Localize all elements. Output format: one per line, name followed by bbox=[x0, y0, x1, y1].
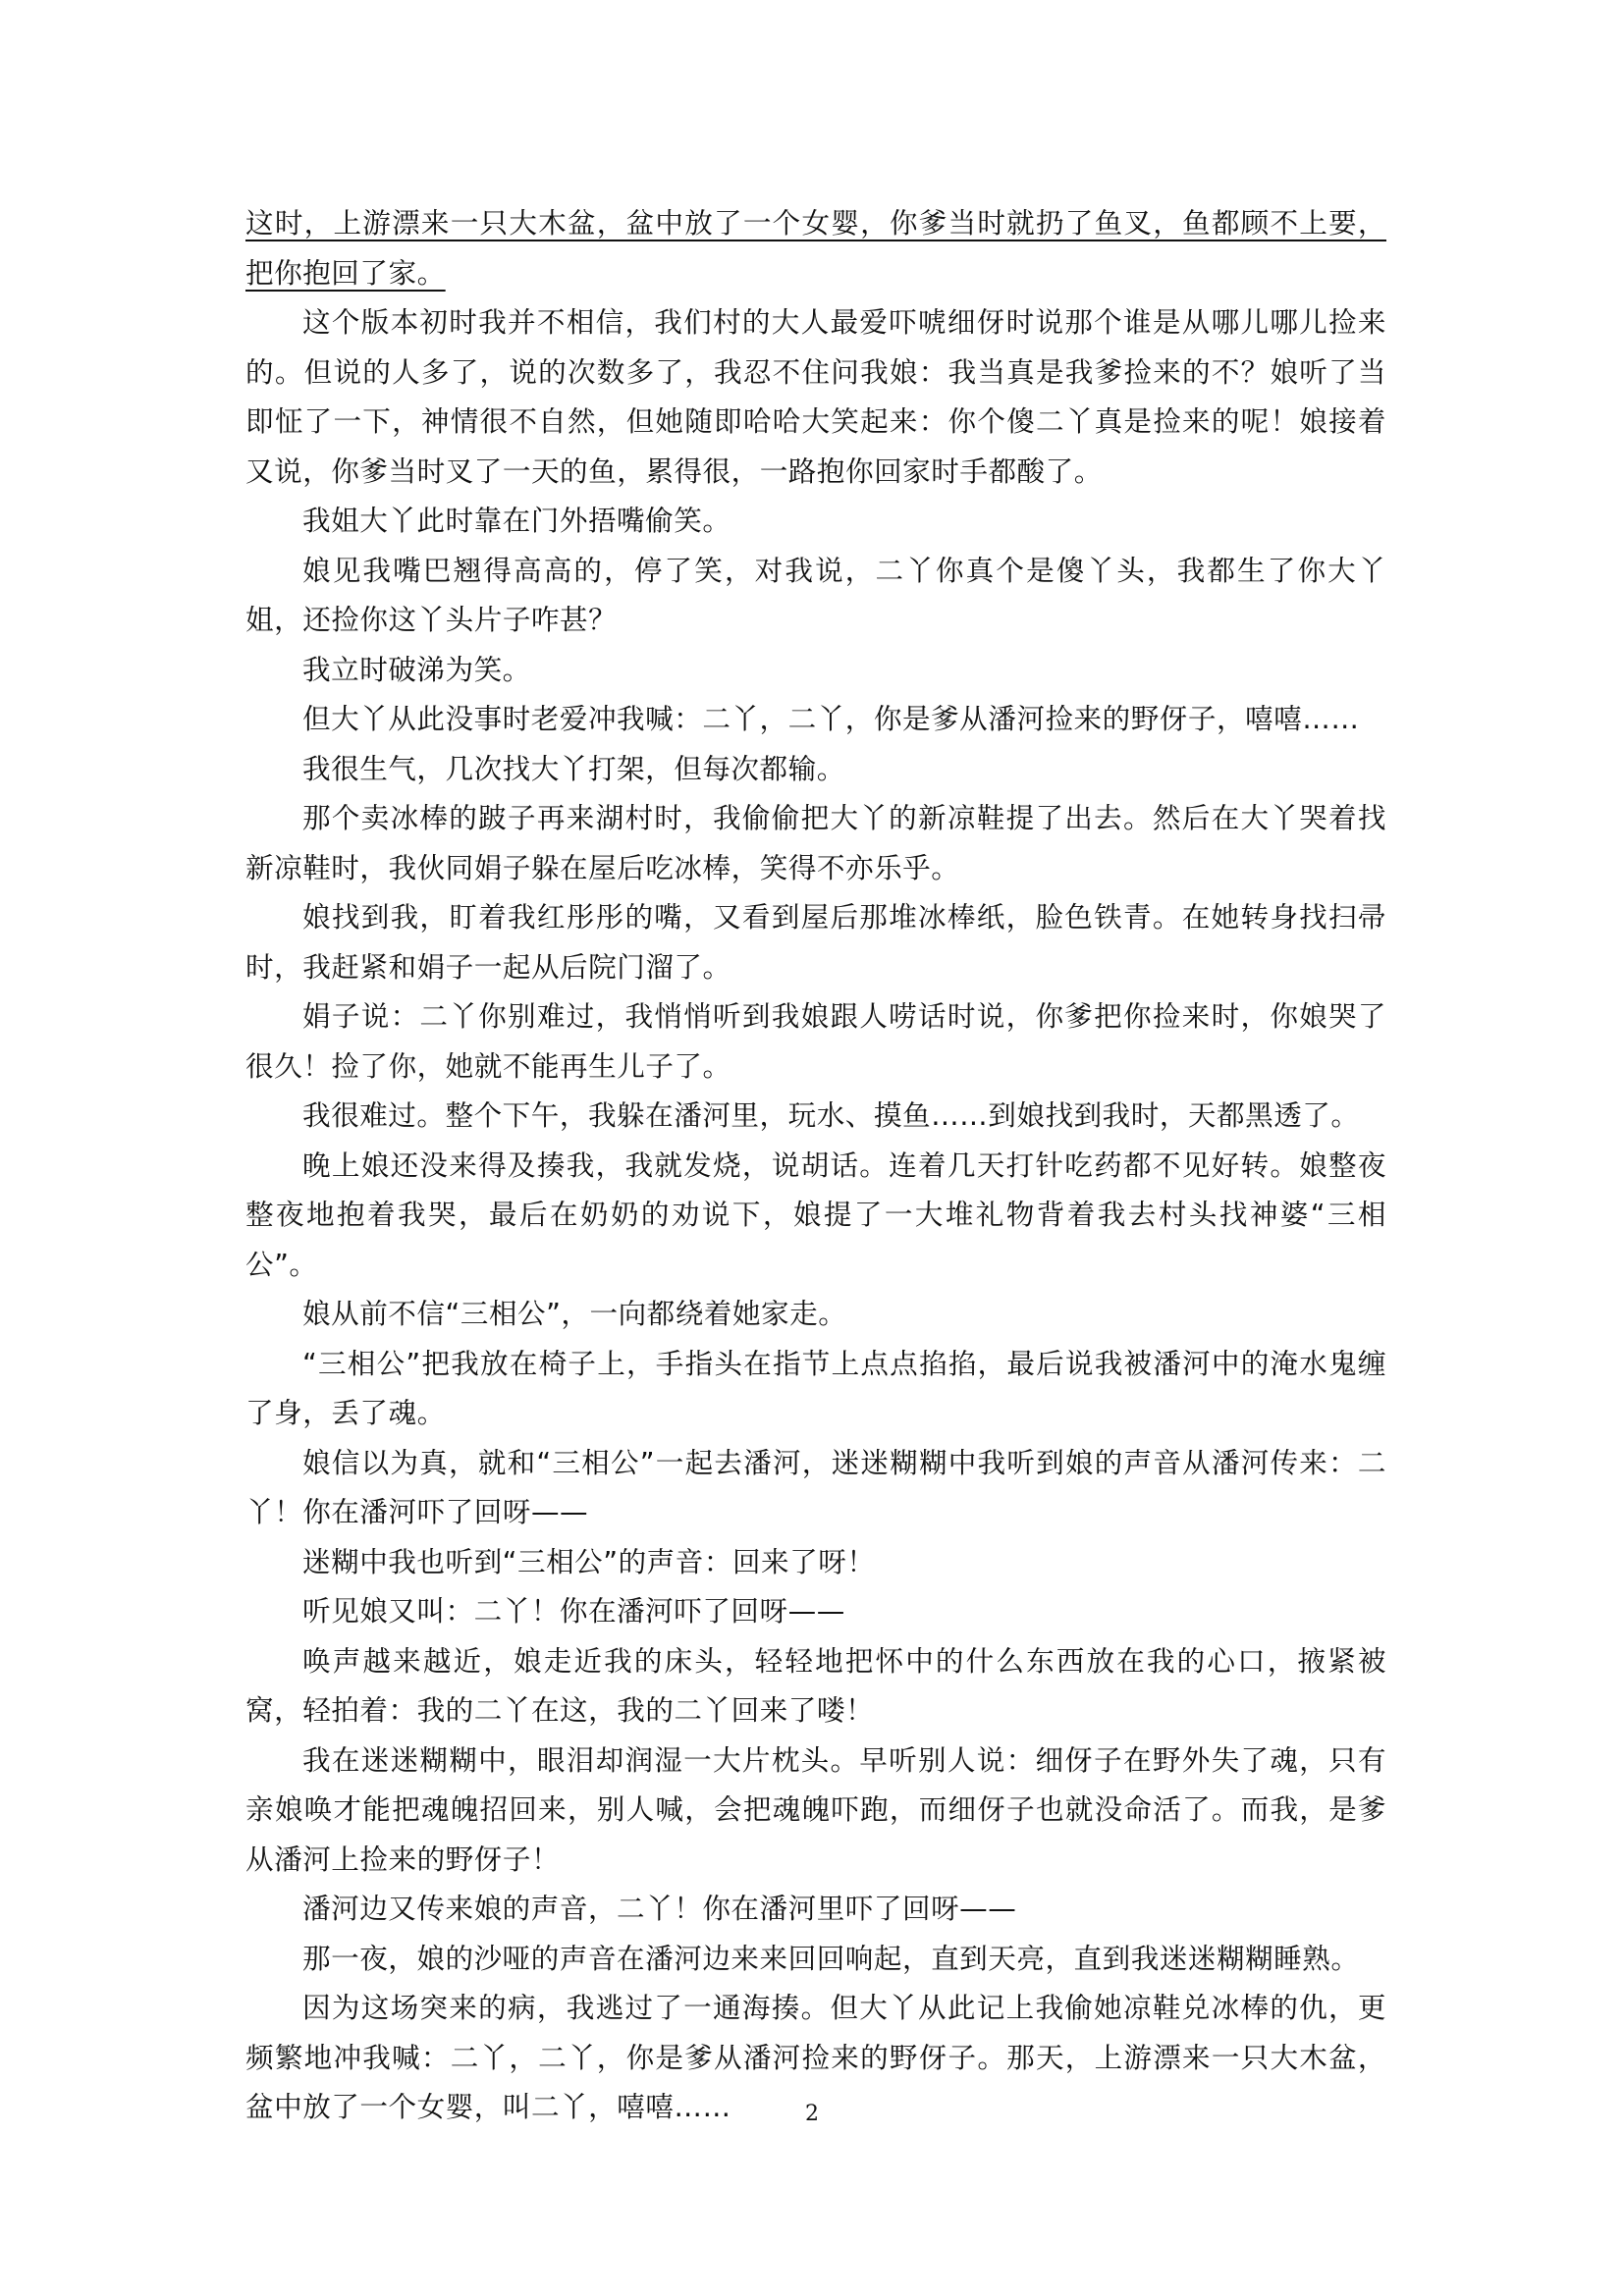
paragraph: 娘从前不信“三相公”，一向都绕着她家走。 bbox=[302, 1297, 847, 1330]
paragraph: 我很难过。整个下午，我躲在潘河里，玩水、摸鱼……到娘找到我时，天都黑透了。 bbox=[302, 1098, 1360, 1132]
paragraph: 娟子说：二丫你别难过，我悄悄听到我娘跟人唠话时说，你爹把你捡来时，你娘哭了很久！捡了你，她就不能再生儿子了。 bbox=[245, 999, 1386, 1083]
paragraph: 这个版本初时我并不相信，我们村的大人最爱吓唬细伢时说那个谁是从哪儿哪儿捡来的。但说的人多了，说的次数多了，我忍不住问我娘：我当真是我爹捡来的不？娘听了当即怔了一下，神情很不自然，但她随即哈哈大笑起来：你个傻二丫真是捡来的呢！娘接着又说，你爹当时叉了一天的鱼，累得很，一路抱你回家时手都酸了。 bbox=[245, 305, 1386, 488]
paragraph: 我立时破涕为笑。 bbox=[302, 652, 531, 686]
page-number: 2 bbox=[805, 2102, 819, 2126]
paragraph: 我很生气，几次找大丫打架，但每次都输。 bbox=[302, 751, 845, 785]
paragraph: 听见娘又叫：二丫！你在潘河吓了回呀—— bbox=[302, 1594, 845, 1628]
paragraph: 娘信以为真，就和“三相公”一起去潘河，迷迷糊糊中我听到娘的声音从潘河传来：二丫！你在潘河吓了回呀—— bbox=[245, 1445, 1386, 1528]
paragraph: 娘见我嘴巴翘得高高的，停了笑，对我说，二丫你真个是傻丫头，我都生了你大丫姐，还捡你这丫头片子咋甚？ bbox=[245, 553, 1386, 636]
paragraph: 我姐大丫此时靠在门外捂嘴偷笑。 bbox=[302, 504, 731, 537]
paragraph: 潘河边又传来娘的声音，二丫！你在潘河里吓了回呀—— bbox=[302, 1892, 1017, 1925]
paragraph: 唤声越来越近，娘走近我的床头，轻轻地把怀中的什么东西放在我的心口，掖紧被窝，轻拍着：我的二丫在这，我的二丫回来了喽！ bbox=[245, 1643, 1386, 1727]
paragraph: 晚上娘还没来得及揍我，我就发烧，说胡话。连着几天打针吃药都不见好转。娘整夜整夜地抱着我哭，最后在奶奶的劝说下，娘提了一大堆礼物背着我去村头找神婆“三相公”。 bbox=[245, 1148, 1386, 1281]
paragraph: 但大丫从此没事时老爱冲我喊：二丫，二丫，你是爹从潘河捡来的野伢子，嘻嘻…… bbox=[302, 702, 1360, 735]
paragraph: “三相公”把我放在椅子上，手指头在指节上点点掐掐，最后说我被潘河中的淹水鬼缠了身，丢了魂。 bbox=[245, 1346, 1386, 1429]
paragraph: 迷糊中我也听到“三相公”的声音：回来了呀！ bbox=[302, 1544, 876, 1578]
paragraph-opening: 这时，上游漂来一只大木盆，盆中放了一个女婴，你爹当时就扔了鱼叉，鱼都顾不上要，把你抱回了家。 bbox=[245, 206, 1386, 290]
paragraph: 那一夜，娘的沙哑的声音在潘河边来来回回响起，直到天亮，直到我迷迷糊糊睡熟。 bbox=[302, 1941, 1360, 1975]
paragraph: 因为这场突来的病，我逃过了一通海揍。但大丫从此记上我偷她凉鞋兑冰棒的仇，更频繁地冲我喊：二丫，二丫，你是爹从潘河捡来的野伢子。那天，上游漂来一只大木盆，盆中放了一个女婴，叫二丫，嘻嘻…… bbox=[245, 1991, 1386, 2123]
paragraph: 我在迷迷糊糊中，眼泪却润湿一大片枕头。早听别人说：细伢子在野外失了魂，只有亲娘唤才能把魂魄招回来，别人喊，会把魂魄吓跑，而细伢子也就没命活了。而我，是爹从潘河上捡来的野伢子！ bbox=[245, 1742, 1386, 1876]
paragraph: 娘找到我，盯着我红彤彤的嘴，又看到屋后那堆冰棒纸，脸色铁青。在她转身找扫帚时，我赶紧和娟子一起从后院门溜了。 bbox=[245, 900, 1386, 984]
paragraph: 那个卖冰棒的跛子再来湖村时，我偷偷把大丫的新凉鞋提了出去。然后在大丫哭着找新凉鞋时，我伙同娟子躲在屋后吃冰棒，笑得不亦乐乎。 bbox=[245, 801, 1386, 884]
document-page bbox=[245, 198, 1386, 2132]
